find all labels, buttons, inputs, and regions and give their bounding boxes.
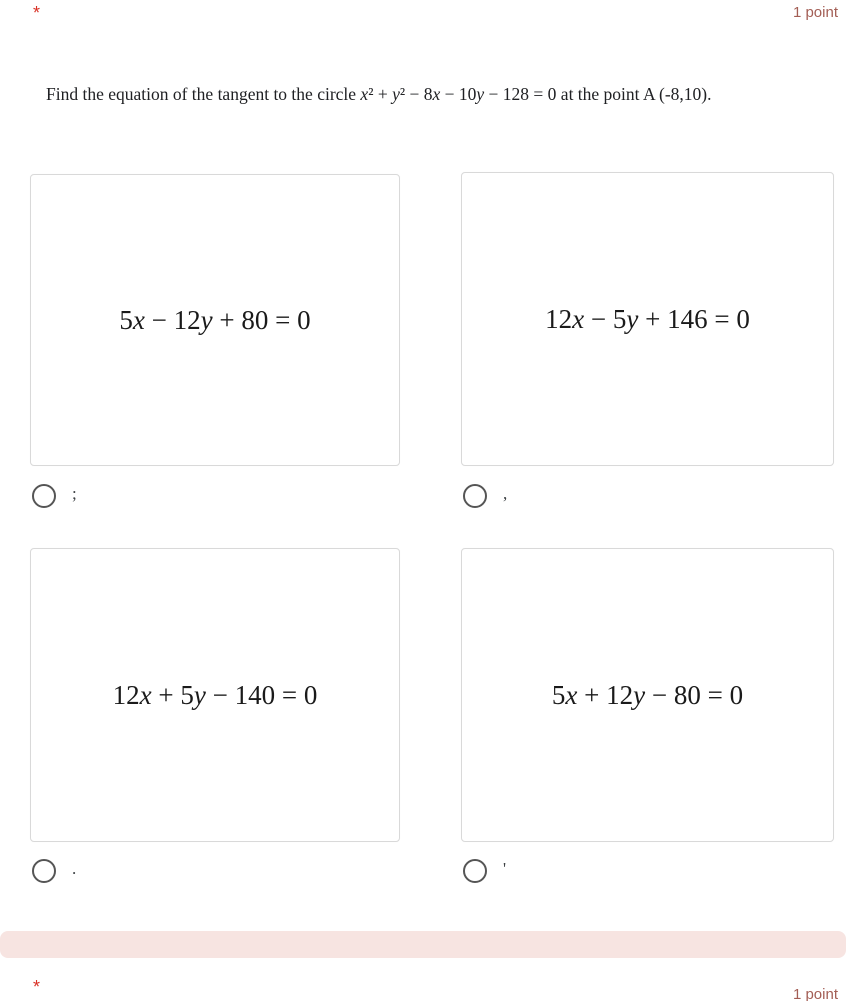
option-label-1: ; — [72, 484, 77, 503]
option-equation-3: 12x + 5y − 140 = 0 — [112, 679, 318, 710]
question-text-after: at the point A (-8,10). — [556, 84, 712, 104]
question-text-before: Find the equation of the tangent to the circle — [46, 84, 361, 104]
radio-option-1[interactable] — [32, 484, 56, 508]
question-separator-strip — [0, 931, 846, 958]
option-equation-1: 5x − 12y + 80 = 0 — [119, 304, 311, 335]
radio-option-2[interactable] — [463, 484, 487, 508]
radio-option-4[interactable] — [463, 859, 487, 883]
option-image-1 — [30, 174, 400, 466]
option-label-3: . — [72, 859, 77, 878]
points-label: 1 point — [792, 986, 838, 1001]
required-asterisk: * — [33, 3, 41, 23]
question-text — [46, 76, 834, 112]
option-image-3 — [30, 548, 400, 842]
question-math-expression: x² + y² − 8x − 10y − 128 = 0 — [360, 84, 557, 104]
option-equation-4: 5x + 12y − 80 = 0 — [551, 679, 744, 710]
required-asterisk: * — [33, 977, 41, 997]
radio-option-3[interactable] — [32, 859, 56, 883]
option-label-2: , — [503, 484, 508, 503]
option-label-4: ' — [503, 859, 507, 878]
points-label: 1 point — [792, 4, 838, 21]
option-image-2 — [461, 172, 834, 466]
option-image-4 — [461, 548, 834, 842]
option-equation-2: 12x − 5y + 146 = 0 — [545, 303, 750, 334]
